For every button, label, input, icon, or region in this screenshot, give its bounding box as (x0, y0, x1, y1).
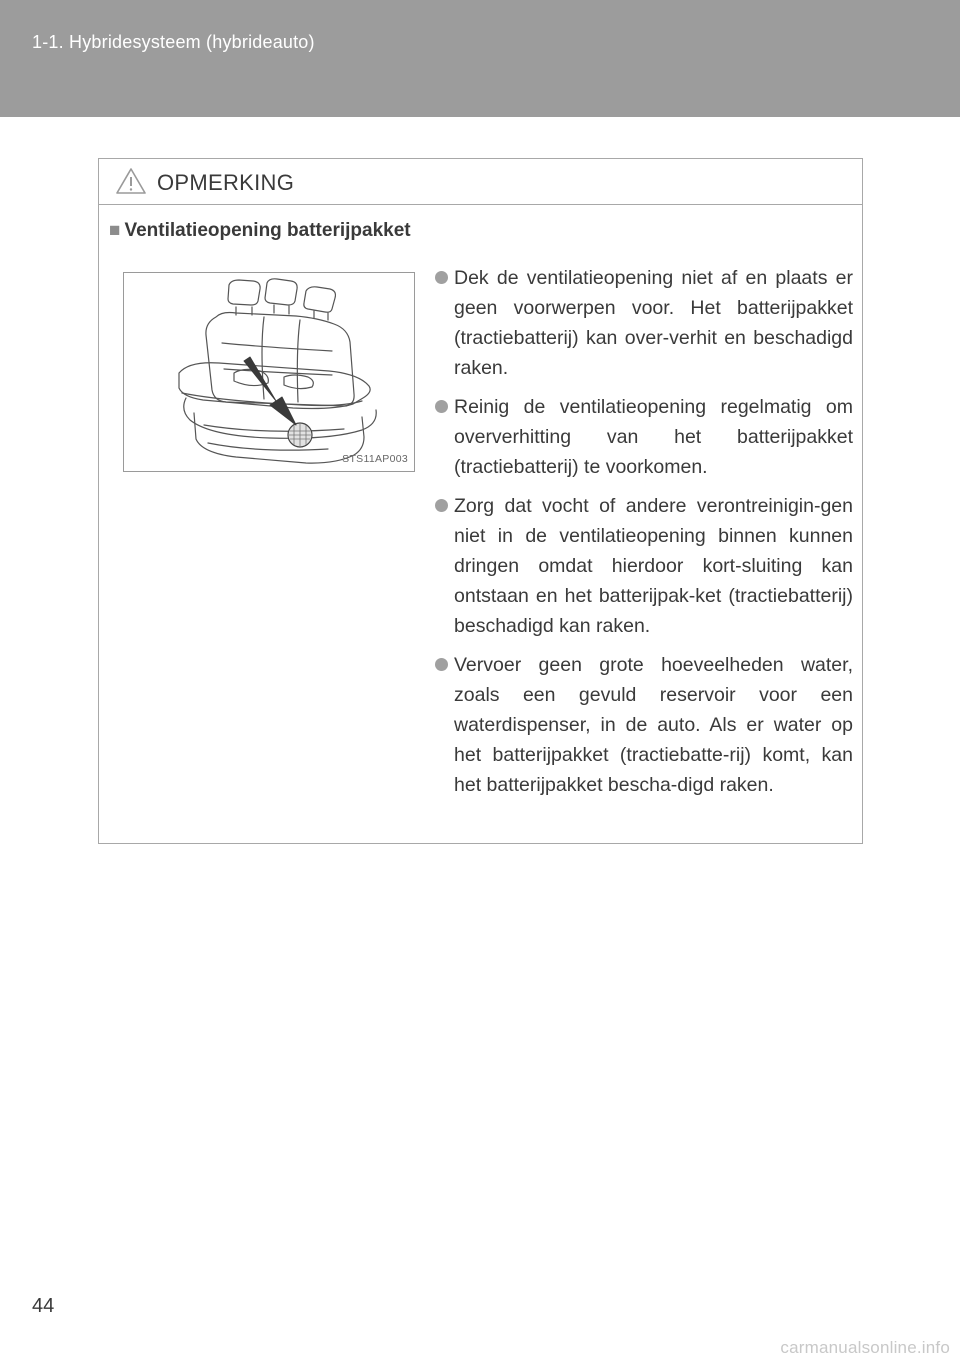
page-number: 44 (32, 1295, 55, 1317)
warning-triangle-icon (115, 167, 147, 195)
list-item-text: Dek de ventilatieopening niet af en plaats er geen voorwerpen voor. Het batterijpakket (tractiebatterij) kan over-verhit en beschadigd raken. (454, 267, 853, 379)
section-heading (109, 220, 411, 242)
list-item-text: Vervoer geen grote hoeveelheden water, zoals een gevuld reservoir voor een waterdispenser, in de auto. Als er water op het batterijpakket (tractiebatte-rij) komt, kan het batterijpakket bescha-digd raken. (454, 654, 853, 796)
notice-box (98, 158, 863, 844)
page-header (0, 0, 960, 117)
section-title: Ventilatieopening batterijpakket (124, 220, 411, 241)
list-item (435, 491, 853, 641)
rear-seat-drawing (124, 273, 414, 471)
list-item (435, 392, 853, 482)
list-item (435, 263, 853, 383)
section-square-marker: ■ (109, 220, 121, 241)
bullet-dot-icon (435, 658, 448, 671)
list-item-text: Reinig de ventilatieopening regelmatig om oververhitting van het batterijpakket (tractiebatterij) te voorkomen. (454, 396, 853, 478)
notice-header (99, 159, 862, 205)
bullet-list (435, 263, 853, 809)
bullet-dot-icon (435, 400, 448, 413)
figure-code: STS11AP003 (342, 453, 408, 465)
bullet-dot-icon (435, 271, 448, 284)
notice-title: OPMERKING (157, 170, 295, 195)
watermark: carmanualsonline.info (780, 1338, 950, 1357)
bullet-dot-icon (435, 499, 448, 512)
rear-seat-illustration (123, 272, 415, 472)
chapter-title: 1-1. Hybridesysteem (hybrideauto) (32, 32, 315, 52)
list-item (435, 650, 853, 800)
list-item-text: Zorg dat vocht of andere verontreinigin-gen niet in de ventilatieopening binnen kunnen dringen omdat hierdoor kort-sluiting kan ontstaan en het batterijpak-ket (tractiebatterij) beschadigd kan raken. (454, 495, 853, 637)
